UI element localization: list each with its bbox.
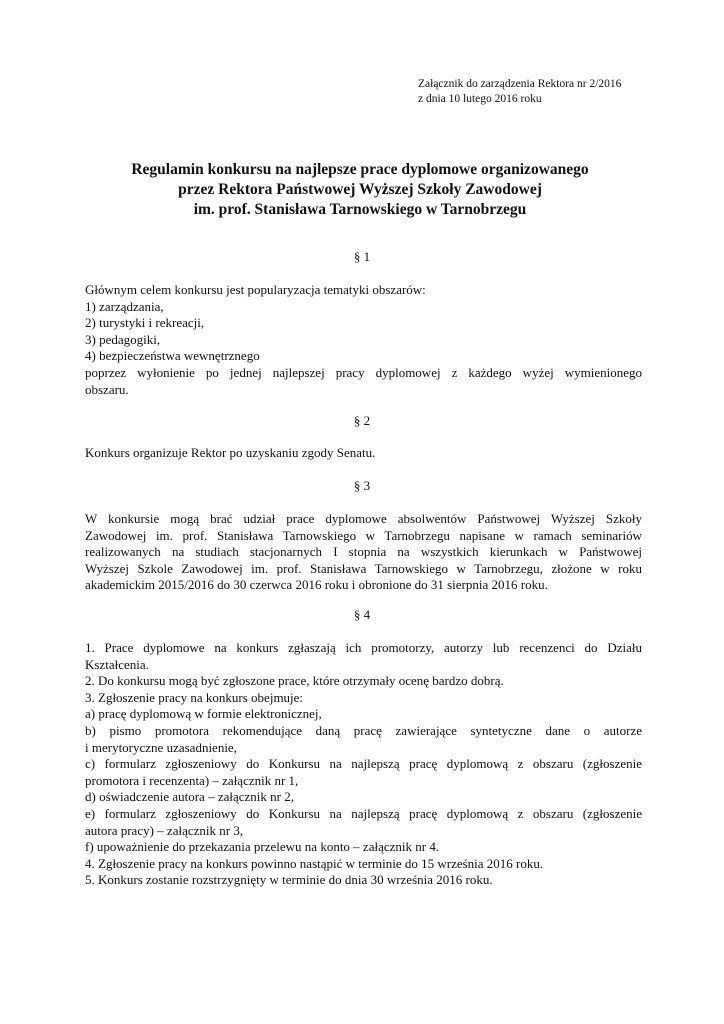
- section-4-line: autora pracy) – załącznik nr 3,: [85, 822, 244, 838]
- section-4-line: b) pismo promotora rekomendujące daną pracę zawierające syntetyczne dane o autorze: [85, 722, 642, 738]
- section-4-line: promotora i recenzenta) – załącznik nr 1,: [85, 772, 299, 788]
- section-4-line: i merytoryczne uzasadnienie,: [85, 739, 237, 755]
- section-4-sign: § 4: [353, 607, 371, 622]
- section-2-text: Konkurs organizuje Rektor po uzyskaniu zgody Senatu.: [85, 445, 376, 460]
- section-3-line: Wyższej Szkole Zawodowej im. prof. Stanisława Tarnowskiego w Tarnobrzegu, złożone w roku: [85, 560, 642, 576]
- section-3-line: akademickim 2015/2016 do 30 czerwca 2016 roku i obronione do 31 sierpnia 2016 roku.: [85, 577, 548, 593]
- section-1-outro-line-1: poprzez wyłonienie po jednej najlepszej pracy dyplomowej z każdego wyżej wymienionego: [85, 364, 642, 380]
- section-4-body: [85, 640, 642, 889]
- section-1-sign: § 1: [353, 249, 371, 264]
- attachment-note: [418, 77, 621, 107]
- section-3-line: Zawodowej im. prof. Stanisława Tarnowskiego w Tarnobrzegu napisane w ramach seminariów: [85, 527, 642, 543]
- section-3-body: [85, 511, 642, 594]
- section-4-line: 1. Prace dyplomowe na konkurs zgłaszają ich promotorzy, autorzy lub recenzenci do Działu: [85, 640, 642, 655]
- list-item: 2) turystyki i rekreacji,: [85, 315, 205, 331]
- document-title: [60, 160, 660, 220]
- section-2-body: [85, 445, 642, 462]
- list-item: 1) zarządzania,: [85, 298, 164, 314]
- section-4-line: 2. Do konkursu mogą być zgłoszone prace, które otrzymały ocenę bardzo dobrą.: [85, 673, 504, 689]
- section-4-line: e) formularz zgłoszeniowy do Konkursu na najlepszą pracę dyplomową z obszaru (zgłoszenie: [85, 805, 642, 821]
- section-4-line: 5. Konkurs zostanie rozstrzygnięty w terminie do dnia 30 września 2016 roku.: [85, 872, 493, 888]
- attachment-line-1: Załącznik do zarządzenia Rektora nr 2/2016: [418, 78, 622, 90]
- title-line-1: Regulamin konkursu na najlepsze prace dyplomowe organizowanego: [131, 161, 589, 178]
- section-1-outro-line-2: obszaru.: [85, 381, 129, 397]
- section-4-line: c) formularz zgłoszeniowy do Konkursu na najlepszą pracę dyplomową z obszaru (zgłoszenie: [85, 756, 642, 772]
- list-item: 4) bezpieczeństwa wewnętrznego: [85, 348, 260, 364]
- section-4-line: a) pracę dyplomową w formie elektronicznej,: [85, 706, 322, 722]
- section-4-line: f) upoważnienie do przekazania przelewu na konto – załącznik nr 4.: [85, 839, 440, 855]
- section-4-line: d) oświadczenie autora – załącznik nr 2,: [85, 789, 294, 805]
- section-2-sign: § 2: [353, 413, 371, 428]
- list-item: 3) pedagogiki,: [85, 331, 161, 347]
- section-1-intro: Głównym celem konkursu jest popularyzacja tematyki obszarów:: [85, 282, 426, 297]
- attachment-line-2: z dnia 10 lutego 2016 roku: [418, 93, 542, 105]
- section-3-line: W konkursie mogą brać udział prace dyplomowe absolwentów Państwowej Wyższej Szkoły: [85, 511, 642, 526]
- section-1-body: [85, 282, 642, 398]
- section-3-sign: § 3: [353, 478, 371, 493]
- section-4-line: 3. Zgłoszenie pracy na konkurs obejmuje:: [85, 689, 304, 705]
- section-4-line: Kształcenia.: [85, 656, 149, 672]
- title-line-3: im. prof. Stanisława Tarnowskiego w Tarnobrzegu: [193, 201, 527, 218]
- section-3-line: realizowanych na studiach stacjonarnych I stopnia na wszystkich kierunkach w Państwowej: [85, 544, 642, 560]
- title-line-2: przez Rektora Państwowej Wyższej Szkoły Zawodowej: [178, 181, 542, 198]
- section-4-line: 4. Zgłoszenie pracy na konkurs powinno nastąpić w terminie do 15 września 2016 roku.: [85, 855, 544, 871]
